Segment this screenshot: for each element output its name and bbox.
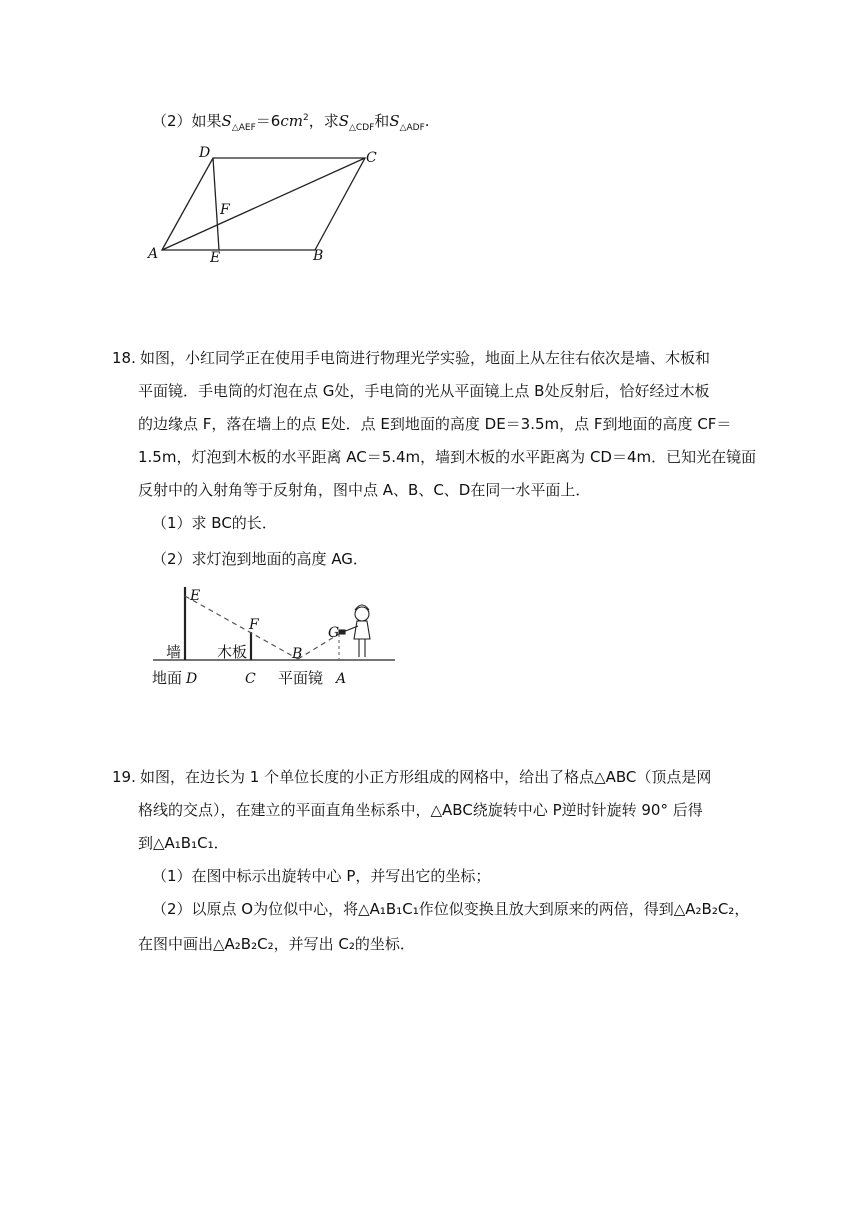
ground-label: 地面 [152, 669, 183, 687]
q19-sub2-b: 在图中画出△A₂B₂C₂，并写出 C₂的坐标． [138, 935, 415, 953]
label-e: E [210, 250, 221, 266]
q18-sub2: （2）求灯泡到地面的高度 AG． [152, 550, 368, 568]
segment-de [213, 158, 219, 250]
parallelogram-figure [140, 140, 400, 270]
q18-line-2: 平面镜．手电筒的灯泡在点 G处，手电筒的光从平面镜上点 B处反射后，恰好经过木板 [138, 382, 710, 400]
label-d: D [186, 671, 198, 687]
label-c: C [245, 671, 256, 687]
label-a: A [336, 671, 347, 687]
wall-label: 墙 [166, 643, 182, 661]
q19-line-1: 如图，在边长为 1 个单位长度的小正方形组成的网格中，给出了格点△ABC（顶点是网 [140, 768, 712, 786]
q19-line-3: 到△A₁B₁C₁． [138, 834, 229, 852]
label-c: C [366, 150, 377, 166]
q17-part2-text [152, 110, 430, 132]
diagonal-ac [162, 158, 365, 250]
and-text: 和 [374, 112, 390, 130]
board-label: 木板 [217, 643, 248, 661]
q17-prefix: （2）如果 [152, 112, 222, 130]
area-symbol-2: S [338, 112, 349, 130]
area-symbol-1: S [221, 112, 232, 130]
label-d: D [199, 145, 211, 161]
q18-line-4: 1.5m，灯泡到木板的水平距离 AC＝5.4m，墙到木板的水平距离为 CD＝4m．已知光在镜面 [138, 448, 757, 466]
eq-text: ＝6 [255, 112, 281, 130]
q18-sub1: （1）求 BC的长． [152, 514, 277, 532]
label-f: F [220, 202, 230, 218]
label-b: B [313, 248, 324, 264]
q18-line-1: 如图，小红同学正在使用手电筒进行物理光学实验，地面上从左往右依次是墙、木板和 [140, 349, 711, 367]
label-b: B [292, 646, 303, 662]
mirror-label: 平面镜 [278, 669, 324, 687]
area-symbol-3: S [389, 112, 400, 130]
area-sub-1: △AEF [231, 123, 256, 133]
unit-sup: 2 [302, 113, 309, 123]
q19-number: 19. [112, 768, 136, 786]
q19-line-2: 格线的交点），在建立的平面直角坐标系中，△ABC绕旋转中心 P逆时针旋转 90° 后得 [138, 801, 703, 819]
girl-figure [339, 605, 370, 657]
q19-sub1: （1）在图中标示出旋转中心 P，并写出它的坐标； [152, 867, 491, 885]
label-e: E [190, 588, 201, 604]
mid-text: ，求 [308, 112, 339, 130]
q19-sub2-a: （2）以原点 O为位似中心，将△A₁B₁C₁作位似变换且放大到原来的两倍，得到△A₂B₂C₂， [152, 900, 750, 918]
area-sub-2: △CDF [348, 123, 375, 133]
q18-line-5: 反射中的入射角等于反射角，图中点 A、B、C、D在同一水平面上． [138, 481, 591, 499]
flashlight-figure [148, 582, 408, 692]
area-sub-3: △ADF [399, 123, 425, 133]
q18-line-3: 的边缘点 F，落在墙上的点 E处．点 E到地面的高度 DE＝3.5m，点 F到地面的高度 CF＝ [138, 415, 732, 433]
q18-number: 18. [112, 349, 136, 367]
end-text: . [424, 112, 430, 130]
label-g: G [328, 625, 340, 641]
unit-text: cm [280, 112, 303, 130]
label-a: A [148, 246, 159, 262]
label-f: F [249, 617, 259, 633]
